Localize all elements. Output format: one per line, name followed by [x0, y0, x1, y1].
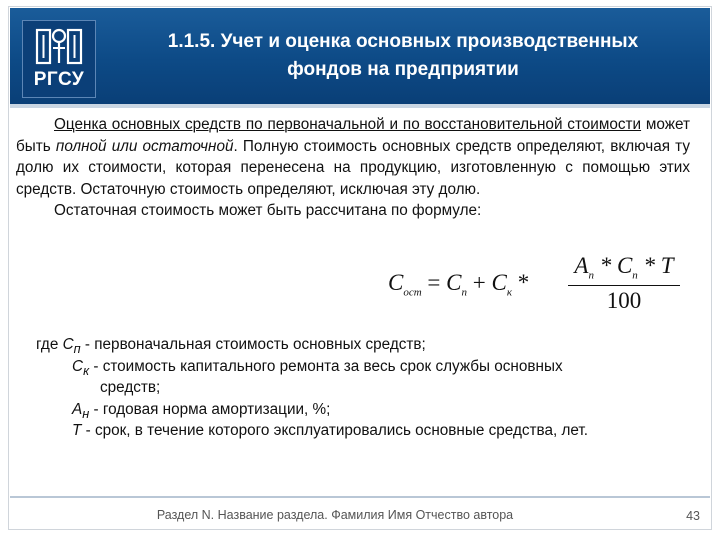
- legend-description: - первоначальная стоимость основных средств;: [80, 336, 426, 353]
- legend-intro: где: [36, 336, 63, 353]
- legend-symbol: Т: [72, 422, 82, 439]
- paragraph-1: [16, 114, 690, 200]
- logo-text: РГСУ: [33, 69, 85, 90]
- legend-description: средств;: [100, 379, 161, 396]
- formula-multiply: *: [511, 270, 530, 295]
- formula-sub-k: к: [506, 286, 512, 299]
- formula-c-k: C: [491, 270, 507, 295]
- legend-description: - годовая норма амортизации, %;: [89, 400, 331, 418]
- legend-description: - стоимость капитального ремонта за весь срок службы основных: [89, 357, 563, 375]
- formula-times-1: *: [593, 253, 617, 278]
- footer-caption: Раздел N. Название раздела. Фамилия Имя Отчество автора: [156, 508, 514, 522]
- paragraph-1-text-a: может быть: [16, 116, 690, 155]
- fraction-bar: [568, 285, 680, 286]
- slide-header: [10, 8, 710, 108]
- legend-subscript: н: [82, 405, 90, 421]
- formula-c-ost: C: [388, 270, 404, 295]
- formula-a: A: [574, 253, 589, 278]
- formula-times-2: *: [637, 253, 661, 278]
- formula-t: T: [660, 253, 674, 278]
- formula-sub-c-num: п: [632, 269, 638, 282]
- main-text: [16, 114, 690, 222]
- underlined-phrase: Оценка основных средств по первоначальной и по восстановительной стоимости: [54, 116, 642, 133]
- formula-c-num: C: [616, 253, 633, 278]
- residual-value-formula: [388, 253, 688, 313]
- legend-subscript: п: [73, 341, 81, 357]
- formula-equals: =: [421, 270, 447, 295]
- legend-symbol: С: [62, 336, 74, 353]
- title-line-1: 1.1.5. Учет и оценка основных производственных: [167, 31, 639, 52]
- legend-item-ck-continued: [100, 377, 160, 399]
- title-line-2: фондов на предприятии: [287, 59, 519, 80]
- legend-description: - срок, в течение которого эксплуатировались основные средства, лет.: [81, 422, 588, 439]
- footer-divider: [10, 496, 710, 498]
- formula-fraction: [564, 253, 684, 314]
- page-number: 43: [686, 509, 700, 523]
- italic-phrase: полной или остаточной: [55, 137, 234, 155]
- legend-item-t: [72, 420, 588, 442]
- page-title: [98, 28, 708, 84]
- legend-symbol: А: [72, 400, 83, 418]
- legend-subscript: к: [83, 362, 90, 378]
- paragraph-1-text-b: . Полную стоимость основных средств определяют, включая ту долю их стоимости, которая перенесена на продукцию, изготовленную с помощью этих средств. Остаточную стоимость определяют, исключая эту долю.: [16, 137, 691, 198]
- formula-sub-ost: ост: [403, 286, 422, 299]
- paragraph-2: Остаточная стоимость может быть рассчитана по формуле:: [54, 202, 482, 219]
- formula-sub-n: п: [461, 286, 467, 299]
- formula-c-n: C: [446, 270, 462, 295]
- formula-numerator: [564, 253, 684, 282]
- formula-left-side: [388, 270, 529, 299]
- university-logo: [22, 20, 96, 98]
- formula-plus: +: [467, 270, 492, 295]
- legend-symbol: С: [72, 357, 84, 375]
- formula-sub-a: п: [588, 269, 594, 282]
- formula-denominator: 100: [606, 287, 642, 313]
